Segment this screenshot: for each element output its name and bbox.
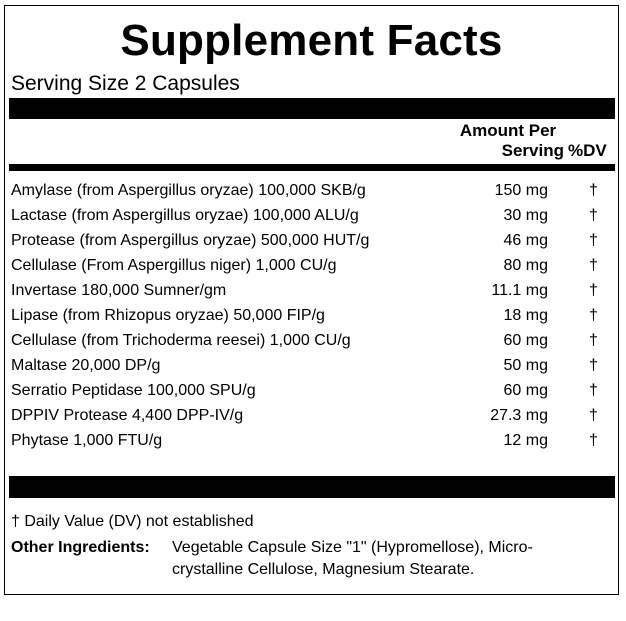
ingredient-dv: †: [589, 407, 598, 424]
ingredient-row: [11, 403, 611, 428]
ingredient-dv: †: [589, 182, 598, 199]
thick-divider-bottom: [9, 476, 615, 498]
ingredient-dv: †: [589, 432, 598, 449]
ingredient-name: DPPIV Protease 4,400 DPP-IV/g: [11, 407, 244, 424]
ingredient-dv: †: [589, 332, 598, 349]
ingredient-list: [11, 178, 611, 453]
dv-footnote: † Daily Value (DV) not established: [11, 513, 254, 530]
ingredient-name: Maltase 20,000 DP/g: [11, 357, 161, 374]
header-divider: [9, 164, 615, 171]
ingredient-name: Lipase (from Rhizopus oryzae) 50,000 FIP/g: [11, 307, 325, 324]
amount-per-header-line1: Amount Per: [459, 121, 557, 140]
ingredient-dv: †: [589, 357, 598, 374]
other-ingredients-label: Other Ingredients:: [11, 539, 150, 556]
ingredient-name: Amylase (from Aspergillus oryzae) 100,000 SKB/g: [11, 182, 366, 199]
ingredient-amount: 60 mg: [503, 382, 548, 399]
ingredient-dv: †: [589, 307, 598, 324]
ingredient-row: [11, 253, 611, 278]
ingredient-amount: 12 mg: [503, 432, 548, 449]
ingredient-amount: 80 mg: [503, 257, 548, 274]
ingredient-dv: †: [589, 257, 598, 274]
ingredient-dv: †: [589, 207, 598, 224]
ingredient-amount: 30 mg: [503, 207, 548, 224]
other-ingredients-text: Vegetable Capsule Size "1" (Hypromellose), Micro-crystalline Cellulose, Magnesium Stearate.: [172, 539, 533, 578]
ingredient-row: [11, 228, 611, 253]
ingredient-row: [11, 203, 611, 228]
ingredient-dv: †: [589, 282, 598, 299]
ingredient-row: [11, 353, 611, 378]
ingredient-name: Cellulase (from Trichoderma reesei) 1,000 CU/g: [11, 332, 351, 349]
amount-per-header: [446, 121, 570, 161]
dv-header: %DV: [568, 141, 607, 160]
ingredient-amount: 11.1 mg: [491, 282, 548, 299]
ingredient-row: [11, 303, 611, 328]
ingredient-amount: 27.3 mg: [490, 407, 548, 424]
ingredient-row: [11, 278, 611, 303]
ingredient-amount: 60 mg: [503, 332, 548, 349]
ingredient-dv: †: [589, 232, 598, 249]
ingredient-amount: 50 mg: [503, 357, 548, 374]
ingredient-name: Invertase 180,000 Sumner/gm: [11, 282, 227, 299]
ingredient-row: [11, 328, 611, 353]
ingredient-row: [11, 178, 611, 203]
thick-divider-top: [9, 98, 615, 119]
ingredient-name: Protease (from Aspergillus oryzae) 500,000 HUT/g: [11, 232, 370, 249]
supplement-facts-panel: [4, 5, 619, 595]
ingredient-name: Cellulase (From Aspergillus niger) 1,000 CU/g: [11, 257, 337, 274]
ingredient-dv: †: [589, 382, 598, 399]
amount-per-header-line2: Serving: [501, 141, 564, 160]
serving-size: Serving Size 2 Capsules: [11, 72, 240, 95]
ingredient-amount: 18 mg: [503, 307, 548, 324]
ingredient-name: Phytase 1,000 FTU/g: [11, 432, 163, 449]
ingredient-row: [11, 378, 611, 403]
panel-title: Supplement Facts: [120, 16, 503, 65]
ingredient-name: Lactase (from Aspergillus oryzae) 100,000 ALU/g: [11, 207, 359, 224]
ingredient-row: [11, 428, 611, 453]
ingredient-amount: 46 mg: [503, 232, 548, 249]
ingredient-name: Serratio Peptidase 100,000 SPU/g: [11, 382, 256, 399]
ingredient-amount: 150 mg: [494, 182, 548, 199]
